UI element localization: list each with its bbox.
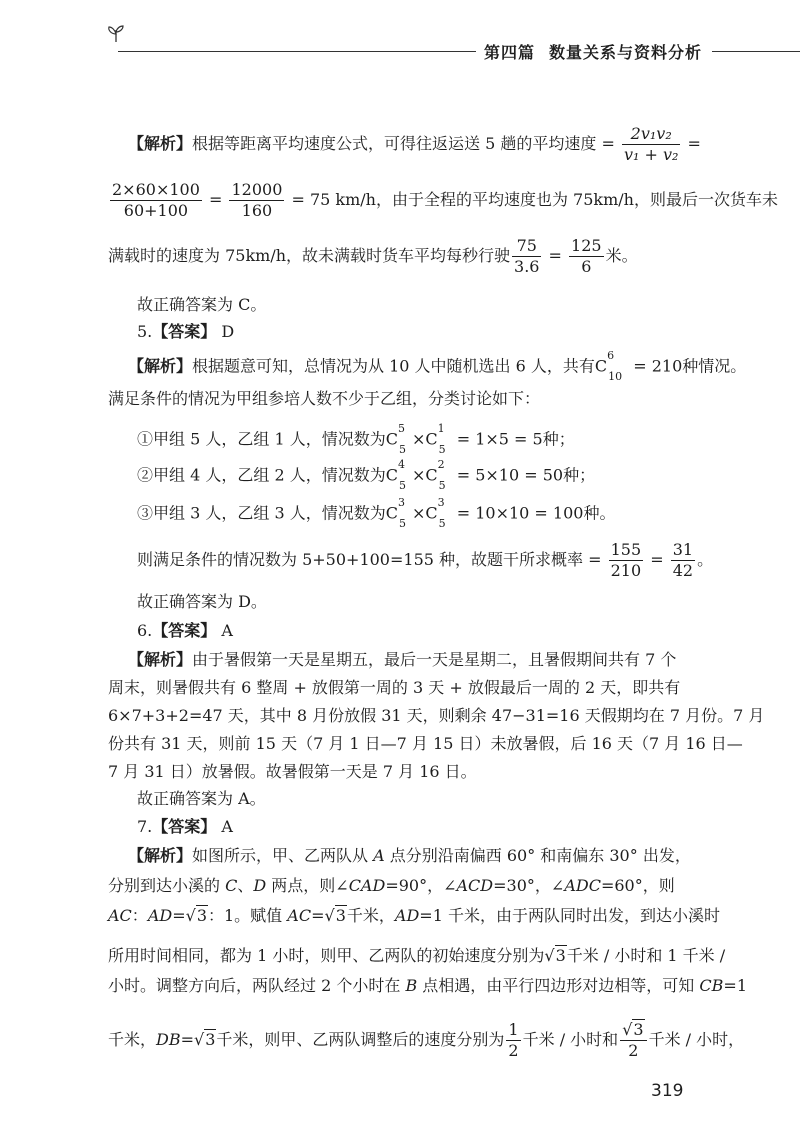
probability-fraction-2: $\frac{31}{42}$ (672, 540, 694, 580)
q7-analysis-line-3: AC：AD=√3：1。赋值 AC=√3千米，AD=1 千米，由于两队同时出发，到达小溪时 (108, 906, 720, 925)
sqrt-3-symbol: √3 (185, 906, 207, 925)
q7-analysis-line-5: 小时。调整方向后，两队经过 2 个小时在 B 点相遇，由平行四边形对边相等，可知 CB=1 (108, 976, 747, 995)
para1-line: 【解析】根据等距离平均速度公式，可得往返运送 5 趟的平均速度 = $\frac{\text{2v₁v₂}}{\text{v₁ + v₂}}$ = (128, 124, 701, 164)
header-rule-left (118, 51, 476, 52)
q6-analysis-line-5: 7 月 31 日）放暑假。故暑假第一天是 7 月 16 日。 (108, 762, 477, 781)
header-rule-right (712, 51, 800, 52)
page-number: 319 (651, 1081, 684, 1101)
q5-probability-line: 则满足条件的情况数为 5+50+100=155 种，故题干所求概率 = $\frac{155}{210}$ = $\frac{31}{42}$ 。 (137, 540, 714, 580)
speed-fraction-1: $\frac{75}{3.6}$ (514, 236, 540, 276)
q6-analysis-line-1: 【解析】由于暑假第一天是星期五，最后一天是星期二，且暑假期间共有 7 个 (128, 650, 677, 669)
answer-a-line: 故正确答案为 A。 (137, 789, 266, 808)
q5-answer-line: 5.【答案】 D (137, 322, 235, 341)
q7-analysis-line-4: 所用时间相同，都为 1 小时，则甲、乙两队的初始速度分别为√3千米 / 小时和 1 千米 / (108, 946, 726, 965)
q7-answer-line: 7.【答案】 A (137, 817, 233, 836)
leaf-ornament-icon (106, 24, 126, 44)
header-title (484, 40, 702, 63)
q6-analysis-line-4: 份共有 31 天，则前 15 天（7 月 1 日—7 月 15 日）未放暑假，后 16 天（7 月 16 日— (108, 734, 743, 753)
running-header (0, 0, 800, 80)
para2-line: $\frac{2\times 60\times 100}{60+100}$ = $\frac{12000}{160}$ = 75 km/h，由于全程的平均速度也为 75km/h，则最后一次货车未 (112, 180, 778, 220)
combination-c-10-6: $C^6_{10}$ (594, 349, 623, 383)
para3-line: 满载时的速度为 75km/h，故未满载时货车平均每秒行驶 $\frac{75}{3.6}$ = $\frac{125}{6}$ 米。 (108, 236, 638, 276)
half-fraction: $\frac{1}{2}$ (508, 1020, 519, 1060)
calc-fraction-2: $\frac{12000}{160}$ (231, 180, 283, 220)
q5-case-3: ③甲组 3 人，乙组 3 人，情况数为$C^3_5\times C^3_5 = 10\times 10 = 100$种。 (137, 496, 616, 530)
q5-condition-line: 满足条件的情况为甲组参培人数不少于乙组，分类讨论如下： (108, 389, 541, 408)
q6-analysis-line-3: 6×7+3+2=47 天，其中 8 月份放假 31 天，则剩余 47−31=16 天假期均在 7 月份。7 月 (108, 706, 765, 725)
q7-analysis-line-2: 分别到达小溪的 C、D 两点，则∠CAD=90°，∠ACD=30°，∠ADC=60°，则 (108, 876, 675, 895)
analysis-label: 【解析】 (128, 134, 193, 153)
q6-answer-line: 6.【答案】 A (137, 621, 233, 640)
chapter-label: 第四篇 (484, 43, 536, 62)
q7-analysis-line-1: 【解析】如图所示，甲、乙两队从 A 点分别沿南偏西 60° 和南偏东 30° 出发， (128, 846, 691, 865)
sqrt3-over-2-fraction: $\frac{√3}{2}$ (620, 1020, 646, 1061)
para1-text: 根据等距离平均速度公式，可得往返运送 5 趟的平均速度 = (192, 134, 620, 153)
answer-d-line: 故正确答案为 D。 (137, 592, 267, 611)
q5-case-2: ②甲组 4 人，乙组 2 人，情况数为$C^4_5\times C^2_5 = 5\times 10 = 50$种； (137, 458, 596, 492)
q7-analysis-line-6: 千米，DB=√3千米，则甲、乙两队调整后的速度分别为 $\frac{1}{2}$ 千米 / 小时和 $\frac{√3}{2}$ 千米 / 小时， (108, 1020, 745, 1060)
speed-fraction-2: $\frac{125}{6}$ (571, 236, 602, 276)
avg-speed-fraction: $\frac{\text{2v₁v₂}}{\text{v₁ + v₂}}$ (623, 124, 679, 164)
q6-analysis-line-2: 周末，则暑假共有 6 整周 + 放假第一周的 3 天 + 放假最后一周的 2 天，即共有 (108, 678, 681, 697)
q5-case-1: ①甲组 5 人，乙组 1 人，情况数为$C^5_5\times C^1_5 = 1\times 5 = 5$种； (137, 422, 575, 456)
calc-fraction-1: $\frac{2\times 60\times 100}{60+100}$ (112, 180, 200, 220)
q5-analysis-line: 【解析】根据题意可知，总情况为从 10 人中随机选出 6 人，共有$C^6_{10} = 210$种情况。 (128, 349, 747, 383)
probability-fraction-1: $\frac{155}{210}$ (610, 540, 642, 580)
answer-c-line: 故正确答案为 C。 (137, 295, 267, 314)
chapter-title: 数量关系与资料分析 (549, 43, 703, 62)
